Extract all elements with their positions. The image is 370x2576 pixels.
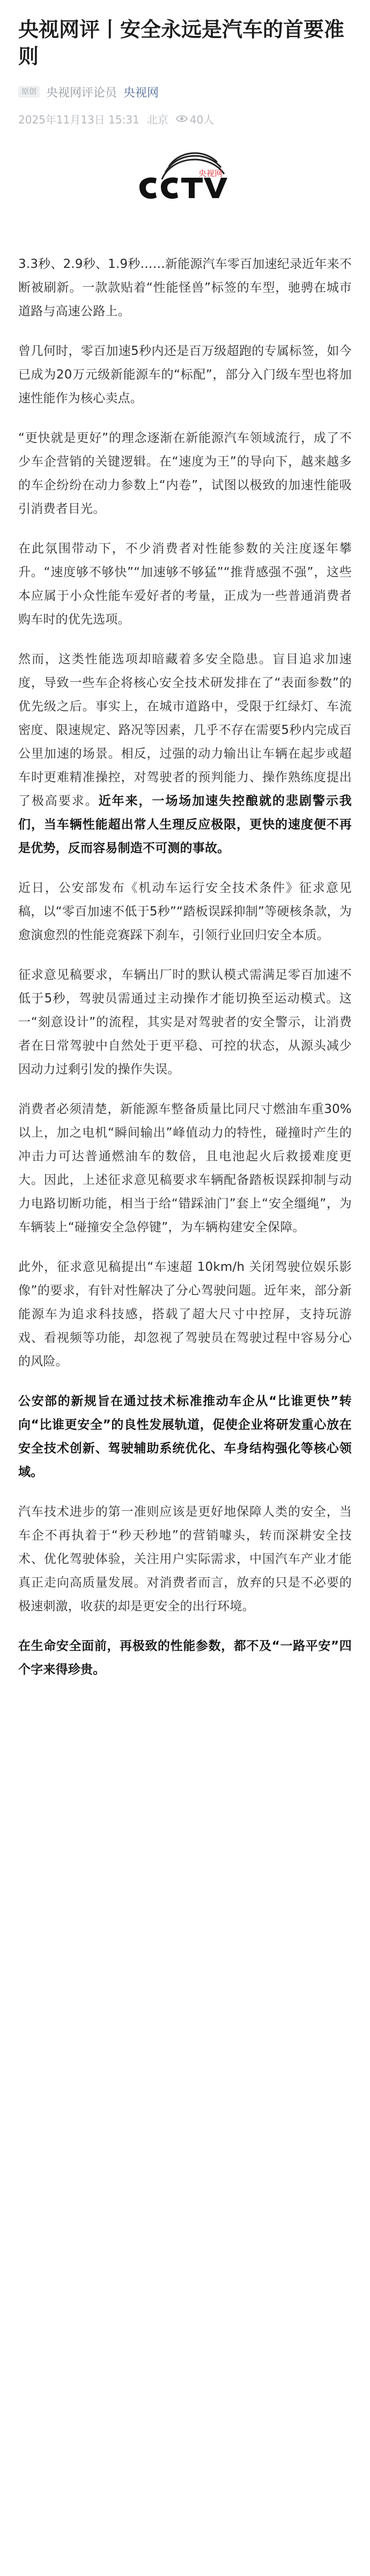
original-tag: 原创 <box>18 86 40 98</box>
paragraph-5-bold: 近年来，一场场加速失控酿就的悲剧警示我们，当车辆性能超出常人生理反应极限，更快的速度便不再是优势，反而容易制造不可测的事故。 <box>18 794 352 855</box>
cctv-logo <box>118 145 252 225</box>
paragraph-5-text: 然而，这类性能选项却暗藏着多安全隐患。盲目追求加速度，导致一些车企将核心安全技术研发排在了“表面参数”的优先级之后。事实上，在城市道路中，受限于红绿灯、车流密度、限速规定、路况等因素，几乎不存在需要5秒内完成百公里加速的场景。相反，过强的动力输出让车辆在起步或超车时更难精准操控，对驾驶者的预判能力、操作熟练度提出了极高要求。 <box>18 652 352 808</box>
author-name: 央视网评论员 <box>46 86 117 100</box>
logo-subtitle: 央视网 <box>198 169 223 178</box>
paragraph-5 <box>18 647 352 860</box>
publish-info <box>18 111 214 127</box>
author-row <box>18 84 159 100</box>
paragraph-4: 在此氛围带动下，不少消费者对性能参数的关注度逐年攀升。“速度够不够快”“加速够不够猛”“推背感强不强”，这些本应属于小众性能车爱好者的考量，正成为一些普通消费者购车时的优先选项。 <box>18 542 352 627</box>
paragraph-6: 近日，公安部发布《机动车运行安全技术条件》征求意见稿，以“零百加速不低于5秒”“踏板误踩抑制”等硬核条款，为愈演愈烈的性能竞赛踩下刹车，引领行业回归安全本质。 <box>18 881 352 942</box>
paragraph-9: 此外，征求意见稿提出“车速超 10km/h 关闭驾驶位娱乐影像”的要求，有针对性解决了分心驾驶问题。近年来，部分新能源车为追求科技感，搭载了超大尺寸中控屏，支持玩游戏、看视频等功能，却忽视了驾驶员在驾驶过程中容易分心的风险。 <box>18 1260 352 1369</box>
paragraph-11: 汽车技术进步的第一准则应该是更好地保障人类的安全，当车企不再执着于“秒天秒地”的营销噱头，转而深耕安全技术、优化驾驶体验，关注用户实际需求，中国汽车产业才能真正走向高质量发展。对消费者而言，放弃的只是不必要的极速刺激，收获的却是更安全的出行环境。 <box>18 1505 352 1613</box>
view-count <box>176 111 214 127</box>
paragraph-7: 征求意见稿要求，车辆出厂时的默认模式需满足零百加速不低于5秒，驾驶员需通过主动操作才能切换至运动模式。这一“刻意设计”的流程，其实是对驾驶者的安全警示，让消费者在日常驾驶中自然处于更平稳、可控的状态，从源头减少因动力过剩引发的操作失误。 <box>18 968 352 1076</box>
cctv-logo-area <box>0 140 370 231</box>
account-link[interactable]: 央视网 <box>123 86 159 100</box>
article-title: 央视网评丨安全永远是汽车的首要准则 <box>18 18 345 68</box>
publish-location: 北京 <box>146 113 168 126</box>
paragraph-12 <box>18 1634 352 1682</box>
paragraph-10-bold: 公安部的新规旨在通过技术标准推动车企从“比谁更快”转向“比谁更安全”的良性发展轨道，促使企业将研发重心放在安全技术创新、驾驶辅助系统优化、车身结构强化等核心领域。 <box>18 1394 352 1479</box>
paragraph-12-bold: 在生命安全面前，再极致的性能参数，都不及“一路平安”四个字来得珍贵。 <box>18 1639 352 1677</box>
publish-datetime: 2025年11月13日 15:31 <box>18 113 139 126</box>
paragraph-2: 曾几何时，零百加速5秒内还是百万级超跑的专属标签，如今已成为20万元级新能源车的“标配”，部分入门级车型也将加速性能作为核心卖点。 <box>18 344 352 405</box>
paragraph-1: 3.3秒、2.9秒、1.9秒……新能源汽车零百加速纪录近年来不断被刷新。一款款贴着“性能怪兽”标签的车型，驰骋在城市道路与高速公路上。 <box>18 257 352 318</box>
paragraph-8: 消费者必须清楚，新能源车整备质量比同尺寸燃油车重30%以上，加之电机“瞬间输出”峰值动力的特性，碰撞时产生的冲击力可达普通燃油车的数倍，且电池起火后救援难度更大。因此，上述征求意见稿要求车辆配备踏板误踩抑制与动力电路切断功能，相当于给“错踩油门”套上“安全缰绳”，为车辆装上“碰撞安全急停键”，为车辆构建安全保障。 <box>18 1102 352 1234</box>
paragraph-3: “更快就是更好”的理念逐渐在新能源汽车领域流行，成了不少车企营销的关键逻辑。在“速度为王”的导向下，越来越多的车企纷纷在动力参数上“内卷”，试图以极致的加速性能吸引消费者目光。 <box>18 431 352 516</box>
eye-icon <box>176 114 188 123</box>
article-body <box>18 252 352 1682</box>
view-count-text: 40人 <box>189 113 214 126</box>
paragraph-10 <box>18 1389 352 1484</box>
